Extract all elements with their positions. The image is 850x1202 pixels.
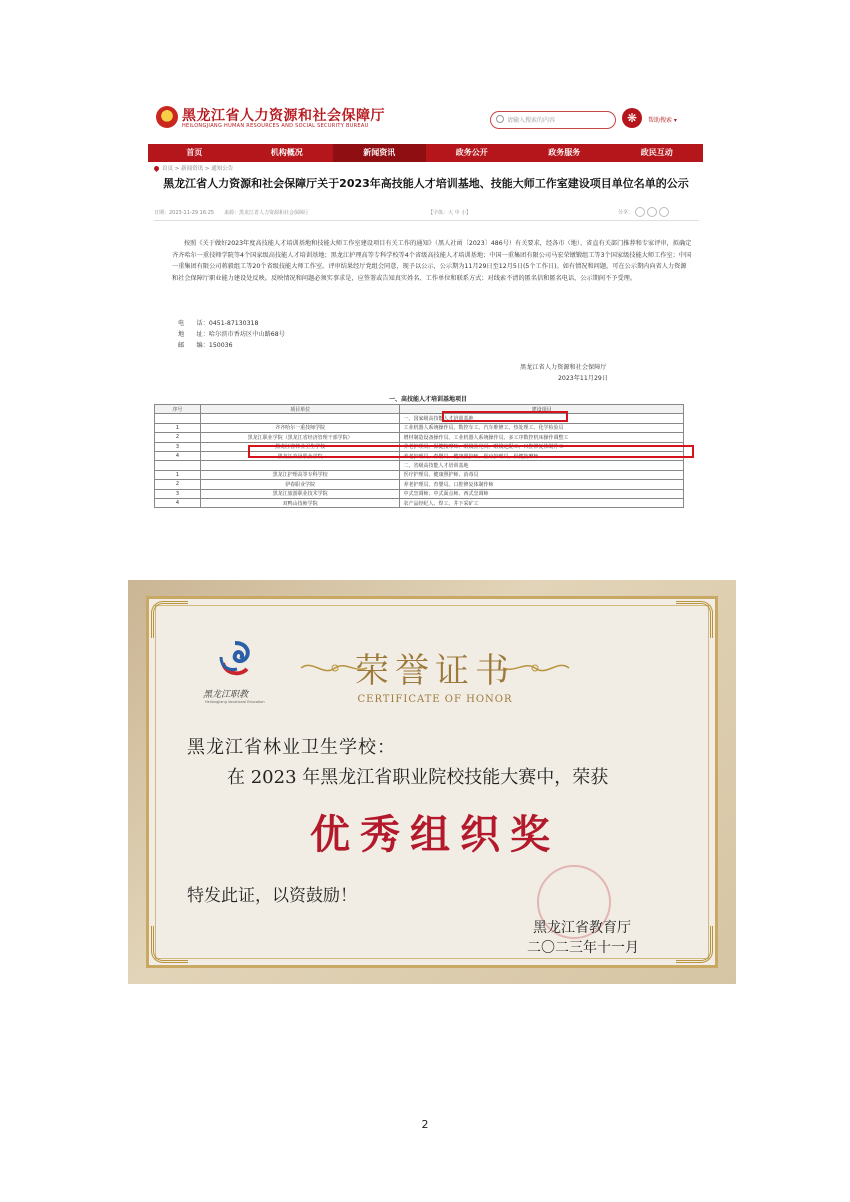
header-no: 序号 [155,405,201,414]
page-number: 2 [421,1118,429,1131]
row-unit: 黑龙江护理高等专科学校 [200,470,400,479]
table-row [155,423,684,432]
row-no: 1 [155,423,201,432]
certificate-frame [146,596,718,968]
row-no: 2 [155,480,201,489]
logo-subtext: Heilongjiang Vocational Education [205,700,265,704]
contact-postcode: 邮 编：150036 [178,342,233,349]
table-header-row [155,405,684,414]
nav-home[interactable]: 首页 [186,148,203,157]
article-date: 2023年11月29日 [558,375,609,382]
certificate-subtitle: CERTIFICATE OF HONOR [357,694,513,705]
certificate-statement: 在 2023 年黑龙江省职业院校技能大赛中，荣获 [227,767,609,788]
contact-address: 地 址：哈尔滨市香坊区中山路68号 [178,331,285,338]
share-label: 分享： [618,209,634,216]
table-caption: 一、高技能人才培训基地项目 [388,396,467,403]
share-bar [618,207,669,217]
section-provincial-label: 二、省级高技能人才培训基地 [400,461,684,470]
logo-text: 黑龙江职教 [203,690,249,700]
row-project: 农产品经纪人、焊工、井下采矿工 [400,498,684,507]
row-unit: 双鸭山技师学院 [200,498,400,507]
certificate-recipient: 黑龙江省林业卫生学校： [187,737,396,758]
table-row [155,433,684,442]
row-no: 2 [155,433,201,442]
row-project: 养老护理员、保健按摩师、眼镜验光员、眼镜定配工、口腔修复体制作工 [400,442,684,451]
certificate-title: 荣誉证书 [355,651,515,691]
section-row [155,414,684,423]
row-unit: 黑龙江农垦职业学院 [200,451,400,460]
national-emblem-icon [156,106,178,128]
share-weibo-icon[interactable] [635,207,645,217]
table-row [155,498,684,507]
article-body: 按照《关于做好2023年度高技能人才培训基地和技能大师工作室建设项目有关工作的通知》（黑人社函〔2023〕486号）有关要求，经各市（地）、省直有关部门推荐和专家评审，拟确定齐齐哈尔一重技师学院等4个国家级高技能人才培训基地；黑龙江护理高等专科学校等4个省级高技能人才培训基地；中国一重集团有限公司马宏荣镦锻组工等3个国家级技能大师工作室；中国一重集团有限公司蒋毅组工等20个省级技能大师工作室。评审结果经厅党组会同意，现予以公示，公示期为11月29日至12月5日(5个工作日)。如有情况和问题，可在公示期内向省人力资源和社会保障厅职业能力建设处反映。反映情况和问题必须实事求是，应签署或告知真实姓名、工作单位和联系方式；对线索不清的匿名信和匿名电话，公示期间不予受理。 [172,240,692,282]
certificate-date: 二〇二三年十一月 [527,940,639,956]
row-project: 医疗护理员、健康照护师、消毒员 [400,470,684,479]
row-no: 3 [155,489,201,498]
nav-gov-affairs[interactable]: 政务公开 [455,148,488,157]
search-box[interactable] [490,111,616,129]
row-project: 增材制造设备操作员、工业机器人系统操作员、多工序数控机床操作调整工 [400,433,684,442]
search-icon [496,115,504,123]
corner-ornament [676,601,713,638]
section-national-label: 一、国家级高技能人才培训基地 [400,414,684,423]
table-row [155,480,684,489]
seal-icon[interactable]: ❋ [622,108,642,128]
row-project: 养老护理员、育婴员、健康照护师、医疗护理员、保健按摩师 [400,451,684,460]
nav-services[interactable]: 政务服务 [548,148,581,157]
row-project: 养老护理员、育婴员、口腔修复体制作师 [400,480,684,489]
row-no: 4 [155,451,201,460]
corner-ornament [151,926,188,963]
row-project: 中式烹调师、中式面点师、西式烹调师 [400,489,684,498]
certificate-issuer: 黑龙江省教育厅 [533,920,631,936]
row-no: 3 [155,442,201,451]
site-subtitle: HEILONGJIANG HUMAN RESOURCES AND SOCIAL SECURITY BUREAU [182,123,369,129]
nav-interaction[interactable]: 政民互动 [640,148,673,157]
highlight-forestry-school-row [248,445,694,458]
site-title: 黑龙江省人力资源和社会保障厅 [182,108,385,124]
row-no: 1 [155,470,201,479]
header-project: 建设项目 [400,405,684,414]
main-nav [148,144,703,162]
breadcrumb [154,164,233,172]
honor-certificate [128,580,736,984]
corner-ornament [151,601,188,638]
table-row [155,470,684,479]
article-signature: 黑龙江省人力资源和社会保障厅 [520,364,607,371]
contact-phone: 电 话：0451-87130318 [178,320,259,327]
nav-news[interactable]: 新闻资讯 [333,144,426,162]
row-unit: 伊春职业学院 [200,480,400,489]
header-unit: 项目单位 [200,405,400,414]
row-unit: 黑龙江职业学院（黑龙江省经济管理干部学院） [200,433,400,442]
certificate-closing: 特发此证，以资鼓励！ [187,886,357,906]
article-title: 黑龙江省人力资源和社会保障厅关于2023年高技能人才培训基地、技能大师工作室建设项目单位名单的公示 [163,177,689,190]
row-project: 工业机器人系统操作员、数控车工、汽车维修工、热处理工、化学检验员 [400,423,684,432]
breadcrumb-text[interactable]: 首页 > 新闻资讯 > 通知公告 [162,166,234,172]
share-wechat-icon[interactable] [647,207,657,217]
help-search-link[interactable]: 帮助搜索 ▾ [648,117,677,124]
announcement-screenshot [148,96,708,518]
search-placeholder: 请输入搜索的内容 [507,117,556,124]
article-meta: 日期：2023-11-29 16:25 来源：黑龙江省人力资源和社会保障厅 [154,210,310,216]
divider [154,220,699,221]
share-qq-icon[interactable] [659,207,669,217]
row-unit: 黑龙江省林业卫生学校 [200,442,400,451]
highlight-national-section [442,411,568,422]
section-row [155,461,684,470]
location-pin-icon [153,165,160,172]
row-no: 4 [155,498,201,507]
corner-ornament [676,926,713,963]
site-header [148,96,708,142]
nav-about[interactable]: 机构概况 [270,148,303,157]
award-name: 优秀组织奖 [310,811,560,858]
font-size-toggle[interactable]: 【字体：大 中 小】 [428,210,472,216]
row-unit: 黑龙江旅游职业技术学院 [200,489,400,498]
row-unit: 齐齐哈尔一重技师学院 [200,423,400,432]
table-row [155,489,684,498]
